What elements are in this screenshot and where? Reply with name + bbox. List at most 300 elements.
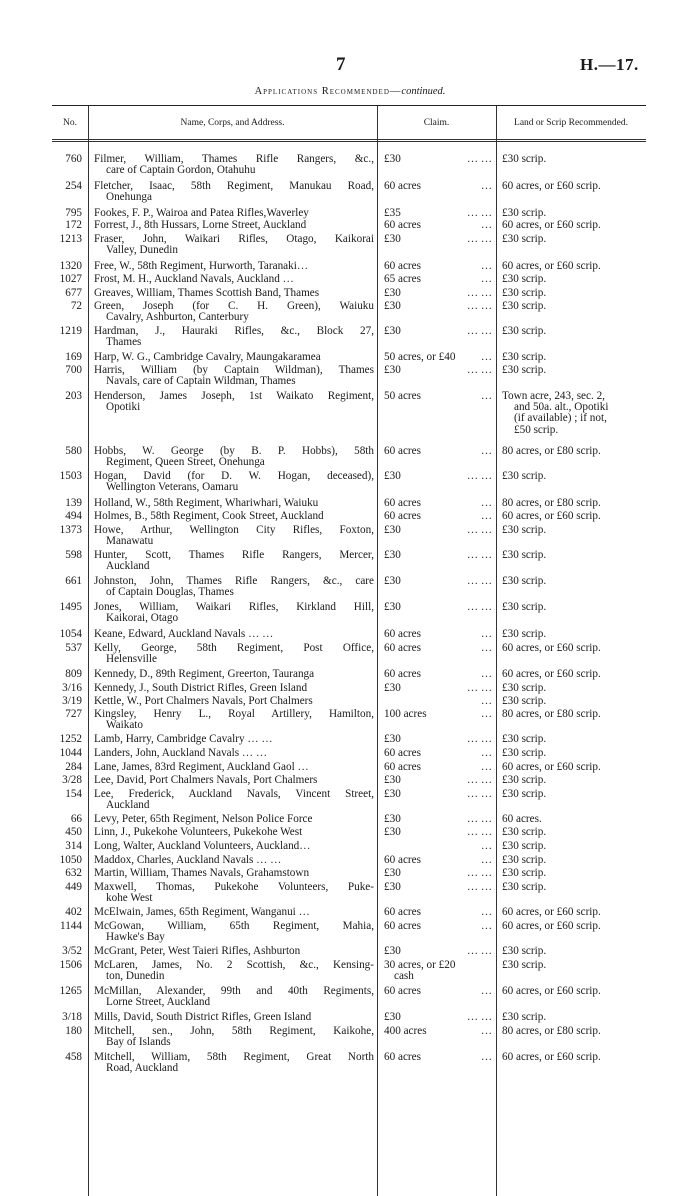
recommended-value: £30 scrip. [502, 867, 547, 879]
recommended-cell [502, 391, 652, 436]
recommended-value: £30 scrip. [502, 628, 547, 640]
claim-cell [384, 391, 492, 402]
applicant-line: Forrest, J., 8th Hussars, Lorne Street, Auckland [94, 219, 307, 231]
application-number: 172 [65, 219, 82, 231]
applicant-line: Lamb, Harry, Cambridge Cavalry … … [94, 733, 273, 745]
claim-value: £30 [384, 881, 401, 893]
column-divider-1 [88, 106, 89, 1196]
claim-cell [384, 907, 492, 918]
recommended-value: £30 scrip. [502, 1011, 547, 1023]
applicant-name-corps-address [94, 814, 374, 825]
applicant-line: Lee, David, Port Chalmers Navals, Port Chalmers [94, 774, 318, 786]
applicant-line: Greaves, William, Thames Scottish Band, Thames [94, 287, 320, 299]
applicant-name-corps-address [94, 775, 374, 786]
recommended-cell [502, 669, 652, 680]
leader-dots: … … [466, 325, 492, 337]
leader-dots: … [480, 260, 492, 272]
claim-cell [384, 921, 492, 932]
leader-dots: … [480, 497, 492, 509]
applicant-name-corps-address [94, 181, 374, 203]
applicant-line: Mitchell, William, 58th Regiment, Great North [94, 1051, 374, 1063]
applicant-line: McElwain, James, 65th Regiment, Wanganui … [94, 906, 310, 918]
claim-cell [384, 868, 492, 879]
application-number: 450 [65, 826, 82, 838]
claim-value: 60 acres [384, 906, 421, 918]
claim-value: 60 acres [384, 497, 421, 509]
application-number: 180 [65, 1025, 82, 1037]
applicant-line-continued: Onehunga [106, 191, 152, 204]
recommended-value: £30 scrip. [502, 788, 547, 800]
applicant-name-corps-address [94, 208, 374, 219]
application-number: 809 [65, 668, 82, 680]
claim-cell [384, 669, 492, 680]
application-number: 3/16 [62, 682, 82, 694]
recommended-cell [502, 827, 652, 838]
claim-value: 60 acres [384, 510, 421, 522]
recommended-cell [502, 814, 652, 825]
column-header-claim: Claim. [423, 118, 450, 128]
applicant-name-corps-address [94, 391, 374, 413]
recommended-value: 60 acres, or £60 scrip. [502, 510, 601, 522]
claim-value: 50 acres [384, 390, 421, 402]
section-title-main: Applications Recommended— [254, 86, 402, 97]
applicant-name-corps-address [94, 762, 374, 773]
recommended-value: £30 scrip. [502, 695, 547, 707]
application-number: 1506 [59, 959, 82, 971]
claim-cell [384, 498, 492, 509]
application-number: 203 [65, 390, 82, 402]
application-number: 1219 [59, 325, 82, 337]
claim-cell [384, 274, 492, 285]
leader-dots: … … [466, 682, 492, 694]
leader-dots: … … [466, 813, 492, 825]
leader-dots: … … [466, 1011, 492, 1023]
application-number: 1144 [60, 920, 82, 932]
recommended-value: 60 acres, or £60 scrip. [502, 761, 601, 773]
leader-dots: … … [466, 826, 492, 838]
application-number: 1213 [59, 233, 82, 245]
claim-value: £30 [384, 153, 401, 165]
applicant-line: Filmer, William, Thames Rifle Rangers, &c., [94, 153, 374, 165]
leader-dots: … … [466, 788, 492, 800]
recommended-value: £30 scrip. [502, 364, 547, 376]
applicant-name-corps-address [94, 709, 374, 731]
leader-dots: … … [466, 601, 492, 613]
applicant-line: Landers, John, Auckland Navals … … [94, 747, 268, 759]
application-number: 727 [65, 708, 82, 720]
applicant-name-corps-address [94, 446, 374, 468]
claim-value: £30 [384, 733, 401, 745]
applicant-name-corps-address [94, 288, 374, 299]
application-number: 700 [65, 364, 82, 376]
application-number: 1252 [59, 733, 82, 745]
recommended-value: £30 scrip. [502, 325, 547, 337]
applicant-name-corps-address [94, 855, 374, 866]
applicant-name-corps-address [94, 629, 374, 640]
applicant-line-continued: Regiment, Queen Street, Onehunga [106, 456, 265, 469]
claim-cell [384, 1012, 492, 1023]
applicant-line: Frost, M. H., Auckland Navals, Auckland … [94, 273, 294, 285]
applicant-line-continued: Helensville [106, 653, 157, 666]
application-number: 1054 [59, 628, 82, 640]
leader-dots: … … [466, 470, 492, 482]
recommended-value: 60 acres, or £60 scrip. [502, 642, 601, 654]
claim-value-continued: cash [394, 970, 414, 983]
recommended-value: £30 scrip. [502, 826, 547, 838]
claim-value: 60 acres [384, 668, 421, 680]
applicant-name-corps-address [94, 326, 374, 348]
applicant-line-continued: care of Captain Gordon, Otahuhu [106, 164, 256, 177]
applicant-line: Holmes, B., 58th Regiment, Cook Street, Auckland [94, 510, 324, 522]
recommended-value: £30 scrip. [502, 881, 547, 893]
recommended-cell [502, 629, 652, 640]
recommended-cell [502, 352, 652, 363]
applicant-name-corps-address [94, 1012, 374, 1023]
applicant-line-continued: Thames [106, 336, 142, 349]
recommended-cell [502, 709, 652, 720]
recommended-value: £30 scrip. [502, 300, 547, 312]
application-number: 795 [65, 207, 82, 219]
recommended-cell [502, 154, 652, 165]
leader-dots: … [480, 445, 492, 457]
leader-dots: … [480, 761, 492, 773]
applicant-line-continued: Road, Auckland [106, 1062, 179, 1075]
claim-cell [384, 855, 492, 866]
claim-cell [384, 220, 492, 231]
application-number: 139 [65, 497, 82, 509]
claim-cell [384, 365, 492, 376]
leader-dots: … [480, 695, 492, 707]
applicant-name-corps-address [94, 498, 374, 509]
applicant-line-continued: Bay of Islands [106, 1036, 171, 1049]
claim-value: 60 acres [384, 761, 421, 773]
applicant-line-continued: Auckland [106, 799, 150, 812]
application-number: 3/52 [62, 945, 82, 957]
column-header-no: No. [63, 118, 77, 128]
application-number: 169 [65, 351, 82, 363]
application-number: 3/28 [62, 774, 82, 786]
claim-value: £30 [384, 549, 401, 561]
applicant-line: Mills, David, South District Rifles, Green Island [94, 1011, 312, 1023]
claim-value: 60 acres [384, 642, 421, 654]
recommended-cell [502, 868, 652, 879]
claim-cell [384, 1052, 492, 1063]
recommended-cell [502, 762, 652, 773]
applicant-line-continued: Opotiki [106, 401, 141, 414]
applicant-name-corps-address [94, 1026, 374, 1048]
leader-dots: … … [466, 233, 492, 245]
applicant-line: Green, Joseph (for C. H. Green), Waiuku [94, 300, 374, 312]
applicant-name-corps-address [94, 986, 374, 1008]
leader-dots: … [480, 390, 492, 402]
applicant-name-corps-address [94, 868, 374, 879]
applicant-name-corps-address [94, 274, 374, 285]
claim-cell [384, 960, 492, 982]
recommended-cell [502, 734, 652, 745]
application-number: 254 [65, 180, 82, 192]
recommended-value: £30 scrip. [502, 153, 547, 165]
applicant-name-corps-address [94, 841, 374, 852]
claim-cell [384, 709, 492, 720]
claim-value: £30 [384, 867, 401, 879]
applicant-name-corps-address [94, 734, 374, 745]
leader-dots: … [480, 708, 492, 720]
recommended-cell [502, 855, 652, 866]
recommended-value: £30 scrip. [502, 959, 547, 971]
column-divider-3 [496, 106, 497, 1196]
claim-cell [384, 208, 492, 219]
recommended-value: £30 scrip. [502, 233, 547, 245]
application-number: 1495 [59, 601, 82, 613]
application-number: 1503 [59, 470, 82, 482]
applicant-line: Fraser, John, Waikari Rifles, Otago, Kaikorai [94, 233, 374, 245]
applicant-line: Henderson, James Joseph, 1st Waikato Regiment, [94, 390, 374, 402]
recommended-cell [502, 602, 652, 613]
recommended-cell [502, 921, 652, 932]
application-number: 72 [70, 300, 82, 312]
applicant-line: Holland, W., 58th Regiment, Whariwhari, Waiuku [94, 497, 319, 509]
applicant-line-continued: Valley, Dunedin [106, 244, 178, 257]
claim-cell [384, 154, 492, 165]
recommended-value: (if available) ; if not, [514, 412, 607, 425]
claim-value: 60 acres [384, 854, 421, 866]
application-number: 314 [65, 840, 82, 852]
recommended-cell [502, 208, 652, 219]
claim-value: £30 [384, 300, 401, 312]
claim-cell [384, 775, 492, 786]
claim-value: £30 [384, 826, 401, 838]
recommended-cell [502, 775, 652, 786]
page-number: 7 [336, 54, 346, 75]
leader-dots: … … [466, 774, 492, 786]
recommended-cell [502, 301, 652, 312]
recommended-cell [502, 882, 652, 893]
column-header-name: Name, Corps, and Address. [180, 118, 285, 128]
recommended-cell [502, 288, 652, 299]
recommended-cell [502, 511, 652, 522]
applicant-line-continued: Lorne Street, Auckland [106, 996, 211, 1009]
application-number: 284 [65, 761, 82, 773]
claim-value: £30 [384, 601, 401, 613]
application-number: 458 [65, 1051, 82, 1063]
claim-value: 60 acres [384, 445, 421, 457]
claim-value: 60 acres [384, 985, 421, 997]
application-number: 598 [65, 549, 82, 561]
applicant-name-corps-address [94, 946, 374, 957]
claim-value: 60 acres [384, 180, 421, 192]
applicant-line: Harp, W. G., Cambridge Cavalry, Maungakaramea [94, 351, 321, 363]
applicant-line: Maddox, Charles, Auckland Navals … … [94, 854, 282, 866]
applicant-line: Fookes, F. P., Wairoa and Patea Rifles,Waverley [94, 207, 309, 219]
applicant-name-corps-address [94, 960, 374, 982]
recommended-cell [502, 1012, 652, 1023]
leader-dots: … [480, 219, 492, 231]
claim-cell [384, 827, 492, 838]
leader-dots: … [480, 985, 492, 997]
recommended-value: 60 acres, or £60 scrip. [502, 219, 601, 231]
recommended-value: 60 acres, or £60 scrip. [502, 920, 601, 932]
recommended-cell [502, 234, 652, 245]
applicant-name-corps-address [94, 525, 374, 547]
recommended-value: £30 scrip. [502, 682, 547, 694]
leader-dots: … [480, 1051, 492, 1063]
leader-dots: … … [466, 549, 492, 561]
applicant-name-corps-address [94, 827, 374, 838]
claim-cell [384, 789, 492, 800]
recommended-value: £30 scrip. [502, 774, 547, 786]
recommended-value: 60 acres, or £60 scrip. [502, 260, 601, 272]
recommended-cell [502, 907, 652, 918]
recommended-cell [502, 471, 652, 482]
claim-cell [384, 326, 492, 337]
leader-dots: … [480, 906, 492, 918]
claim-cell [384, 629, 492, 640]
applicant-name-corps-address [94, 550, 374, 572]
applicant-line-continued: kohe West [106, 892, 153, 905]
claim-cell [384, 446, 492, 457]
claim-cell [384, 261, 492, 272]
claim-value: £30 [384, 233, 401, 245]
applicant-line: Linn, J., Pukekohe Volunteers, Pukekohe West [94, 826, 303, 838]
recommended-value: £30 scrip. [502, 470, 547, 482]
applicant-name-corps-address [94, 352, 374, 363]
applicant-name-corps-address [94, 220, 374, 231]
claim-value: £30 [384, 575, 401, 587]
recommended-cell [502, 841, 652, 852]
applicant-name-corps-address [94, 301, 374, 323]
table-top-rule [52, 105, 646, 106]
recommended-value: 60 acres, or £60 scrip. [502, 906, 601, 918]
claim-cell [384, 762, 492, 773]
applicant-line: Long, Walter, Auckland Volunteers, Auckland… [94, 840, 311, 852]
applicant-line: Hogan, David (for D. W. Hogan, deceased), [94, 470, 374, 482]
recommended-value: 60 acres, or £60 scrip. [502, 985, 601, 997]
recommended-value: 80 acres, or £80 scrip. [502, 497, 601, 509]
claim-value: 60 acres [384, 920, 421, 932]
recommended-value: 80 acres, or £80 scrip. [502, 445, 601, 457]
claim-value: 400 acres [384, 1025, 427, 1037]
recommended-value: 60 acres, or £60 scrip. [502, 180, 601, 192]
leader-dots: … … [466, 881, 492, 893]
application-number: 1320 [59, 260, 82, 272]
recommended-cell [502, 643, 652, 654]
applicant-line-continued: Auckland [106, 560, 150, 573]
recommended-value: £30 scrip. [502, 549, 547, 561]
claim-value: 60 acres [384, 1051, 421, 1063]
claim-value: £30 [384, 364, 401, 376]
application-number: 3/19 [62, 695, 82, 707]
claim-cell [384, 511, 492, 522]
applicant-line: Kettle, W., Port Chalmers Navals, Port Chalmers [94, 695, 313, 707]
leader-dots: … [480, 642, 492, 654]
applicant-name-corps-address [94, 511, 374, 522]
leader-dots: … [480, 273, 492, 285]
recommended-cell [502, 986, 652, 997]
applicant-name-corps-address [94, 683, 374, 694]
recommended-value: 80 acres, or £80 scrip. [502, 708, 601, 720]
claim-cell [384, 882, 492, 893]
applicant-line-continued: Manawatu [106, 535, 154, 548]
leader-dots: … [480, 747, 492, 759]
recommended-value: £30 scrip. [502, 854, 547, 866]
recommended-value: £30 scrip. [502, 747, 547, 759]
recommended-value: Town acre, 243, sec. 2, [502, 390, 605, 402]
applicant-name-corps-address [94, 748, 374, 759]
applicant-name-corps-address [94, 576, 374, 598]
claim-cell [384, 301, 492, 312]
recommended-value: £30 scrip. [502, 840, 547, 852]
application-number: 402 [65, 906, 82, 918]
recommended-cell [502, 446, 652, 457]
recommended-cell [502, 261, 652, 272]
applicant-line-continued: Wellington Veterans, Oamaru [106, 481, 239, 494]
claim-cell [384, 181, 492, 192]
claim-value: 65 acres [384, 273, 421, 285]
leader-dots: … [480, 180, 492, 192]
recommended-cell [502, 365, 652, 376]
applicant-line: Howe, Arthur, Wellington City Rifles, Foxton, [94, 524, 374, 536]
leader-dots: … [480, 510, 492, 522]
claim-value: £30 [384, 774, 401, 786]
application-number: 1027 [59, 273, 82, 285]
leader-dots: … [480, 351, 492, 363]
leader-dots: … [480, 854, 492, 866]
applicant-line: Lane, James, 83rd Regiment, Auckland Gaol … [94, 761, 309, 773]
applicant-line: Hardman, J., Hauraki Rifles, &c., Block 27, [94, 325, 374, 337]
recommended-cell [502, 550, 652, 561]
claim-cell [384, 748, 492, 759]
section-title-continued: continued. [401, 86, 446, 97]
applicant-name-corps-address [94, 789, 374, 811]
recommended-cell [502, 181, 652, 192]
recommended-cell [502, 525, 652, 536]
recommended-cell [502, 326, 652, 337]
column-header-recommended: Land or Scrip Recommended. [514, 118, 628, 128]
recommended-value: £30 scrip. [502, 207, 547, 219]
leader-dots: … … [466, 867, 492, 879]
recommended-value: £30 scrip. [502, 575, 547, 587]
applicant-line: Mitchell, sen., John, 58th Regiment, Kaikohe, [94, 1025, 374, 1037]
section-title [0, 86, 700, 97]
applicant-line-continued: Hawke's Bay [106, 931, 165, 944]
applicant-line: Kennedy, D., 89th Regiment, Greerton, Tauranga [94, 668, 315, 680]
claim-cell [384, 602, 492, 613]
application-number: 449 [65, 881, 82, 893]
recommended-cell [502, 274, 652, 285]
applicant-name-corps-address [94, 154, 374, 176]
applicant-name-corps-address [94, 1052, 374, 1074]
claim-cell [384, 814, 492, 825]
leader-dots: … … [466, 945, 492, 957]
recommended-cell [502, 1052, 652, 1063]
applicant-name-corps-address [94, 907, 374, 918]
leader-dots: … … [466, 524, 492, 536]
applicant-line: Jones, William, Waikari Rifles, Kirkland Hill, [94, 601, 374, 613]
recommended-cell [502, 498, 652, 509]
claim-value: £30 [384, 813, 401, 825]
applicant-line: Lee, Frederick, Auckland Navals, Vincent Street, [94, 788, 374, 800]
claim-value: £30 [384, 788, 401, 800]
applicant-line: Keane, Edward, Auckland Navals … … [94, 628, 274, 640]
recommended-cell [502, 1026, 652, 1037]
leader-dots: … … [466, 733, 492, 745]
claim-cell [384, 525, 492, 536]
recommended-value: 60 acres. [502, 813, 542, 825]
recommended-value: and 50a. alt., Opotiki [514, 401, 609, 414]
recommended-value: 80 acres, or £80 scrip. [502, 1025, 601, 1037]
application-number: 1265 [59, 985, 82, 997]
applicant-line: Levy, Peter, 65th Regiment, Nelson Police Force [94, 813, 313, 825]
